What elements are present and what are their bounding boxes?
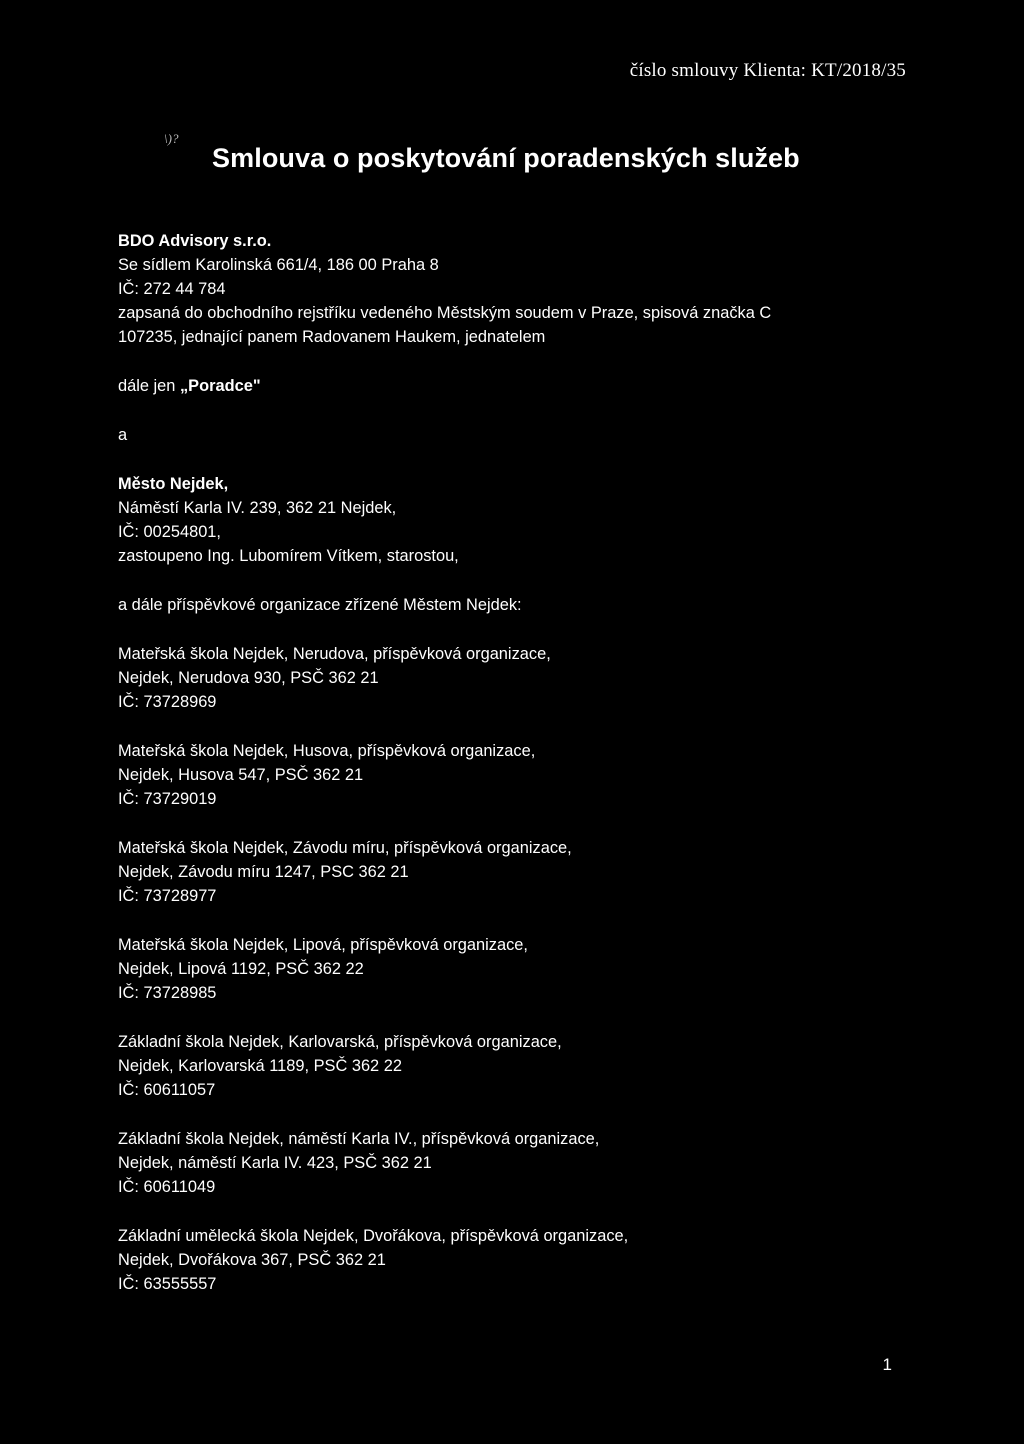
organization-address: Nejdek, Husova 547, PSČ 362 21 (118, 766, 364, 784)
client-name: Město Nejdek, (118, 475, 229, 493)
organization-entry (118, 1030, 918, 1102)
advisor-ico: IČ: 272 44 784 (118, 280, 226, 298)
organization-address: Nejdek, náměstí Karla IV. 423, PSČ 362 21 (118, 1154, 432, 1172)
organization-ico: IČ: 60611057 (118, 1081, 216, 1099)
document-body (118, 229, 918, 1296)
advisor-address: Se sídlem Karolinská 661/4, 186 00 Praha 8 (118, 256, 439, 274)
contract-number: číslo smlouvy Klienta: KT/2018/35 (629, 60, 906, 81)
organization-address: Nejdek, Lipová 1192, PSČ 362 22 (118, 960, 364, 978)
advisor-register-line-1: zapsaná do obchodního rejstříku vedeného Městským soudem v Praze, spisová značka C (118, 304, 772, 322)
advisor-designation-name: „Poradce" (179, 377, 261, 395)
organization-entry (118, 933, 918, 1005)
organization-ico: IČ: 60611049 (118, 1178, 216, 1196)
organization-address: Nejdek, Závodu míru 1247, PSC 362 21 (118, 863, 409, 881)
organization-ico: IČ: 73728977 (118, 887, 217, 905)
organization-name: Mateřská škola Nejdek, Husova, příspěvková organizace, (118, 742, 536, 760)
organization-ico: IČ: 73729019 (118, 790, 217, 808)
organization-ico: IČ: 73728969 (118, 693, 217, 711)
organization-name: Mateřská škola Nejdek, Nerudova, příspěvková organizace, (118, 645, 551, 663)
advisor-designation-prefix: dále jen (118, 377, 180, 395)
advisor-register-line-2: 107235, jednající panem Radovanem Haukem, jednatelem (118, 328, 546, 346)
organization-entry (118, 642, 918, 714)
organization-address: Nejdek, Karlovarská 1189, PSČ 362 22 (118, 1057, 402, 1075)
organization-entry (118, 1127, 918, 1199)
organization-entry (118, 739, 918, 811)
client-address: Náměstí Karla IV. 239, 362 21 Nejdek, (118, 499, 397, 517)
organization-address: Nejdek, Nerudova 930, PSČ 362 21 (118, 669, 379, 687)
advisor-block (118, 229, 918, 398)
client-ico: IČ: 00254801, (118, 523, 221, 541)
organization-ico: IČ: 73728985 (118, 984, 217, 1002)
page-number: 1 (882, 1355, 892, 1374)
organization-name: Základní škola Nejdek, Karlovarská, příspěvková organizace, (118, 1033, 562, 1051)
organization-ico: IČ: 63555557 (118, 1275, 217, 1293)
organizations-intro: a dále příspěvkové organizace zřízené Městem Nejdek: (118, 596, 522, 614)
document-title: Smlouva o poskytování poradenských služeb (212, 143, 800, 173)
advisor-designation (118, 374, 918, 398)
scan-mark: \)? (164, 131, 179, 146)
organization-address: Nejdek, Dvořákova 367, PSČ 362 21 (118, 1251, 386, 1269)
organization-name: Mateřská škola Nejdek, Závodu míru, příspěvková organizace, (118, 839, 572, 857)
organization-name: Základní umělecká škola Nejdek, Dvořákova, příspěvková organizace, (118, 1227, 629, 1245)
organization-name: Mateřská škola Nejdek, Lipová, příspěvková organizace, (118, 936, 528, 954)
advisor-name: BDO Advisory s.r.o. (118, 232, 272, 250)
organization-entry (118, 1224, 918, 1296)
client-block (118, 472, 918, 568)
organization-entry (118, 836, 918, 908)
client-representative: zastoupeno Ing. Lubomírem Vítkem, starostou, (118, 547, 459, 565)
organization-name: Základní škola Nejdek, náměstí Karla IV., příspěvková organizace, (118, 1130, 600, 1148)
conjunction-text: a (118, 426, 128, 444)
